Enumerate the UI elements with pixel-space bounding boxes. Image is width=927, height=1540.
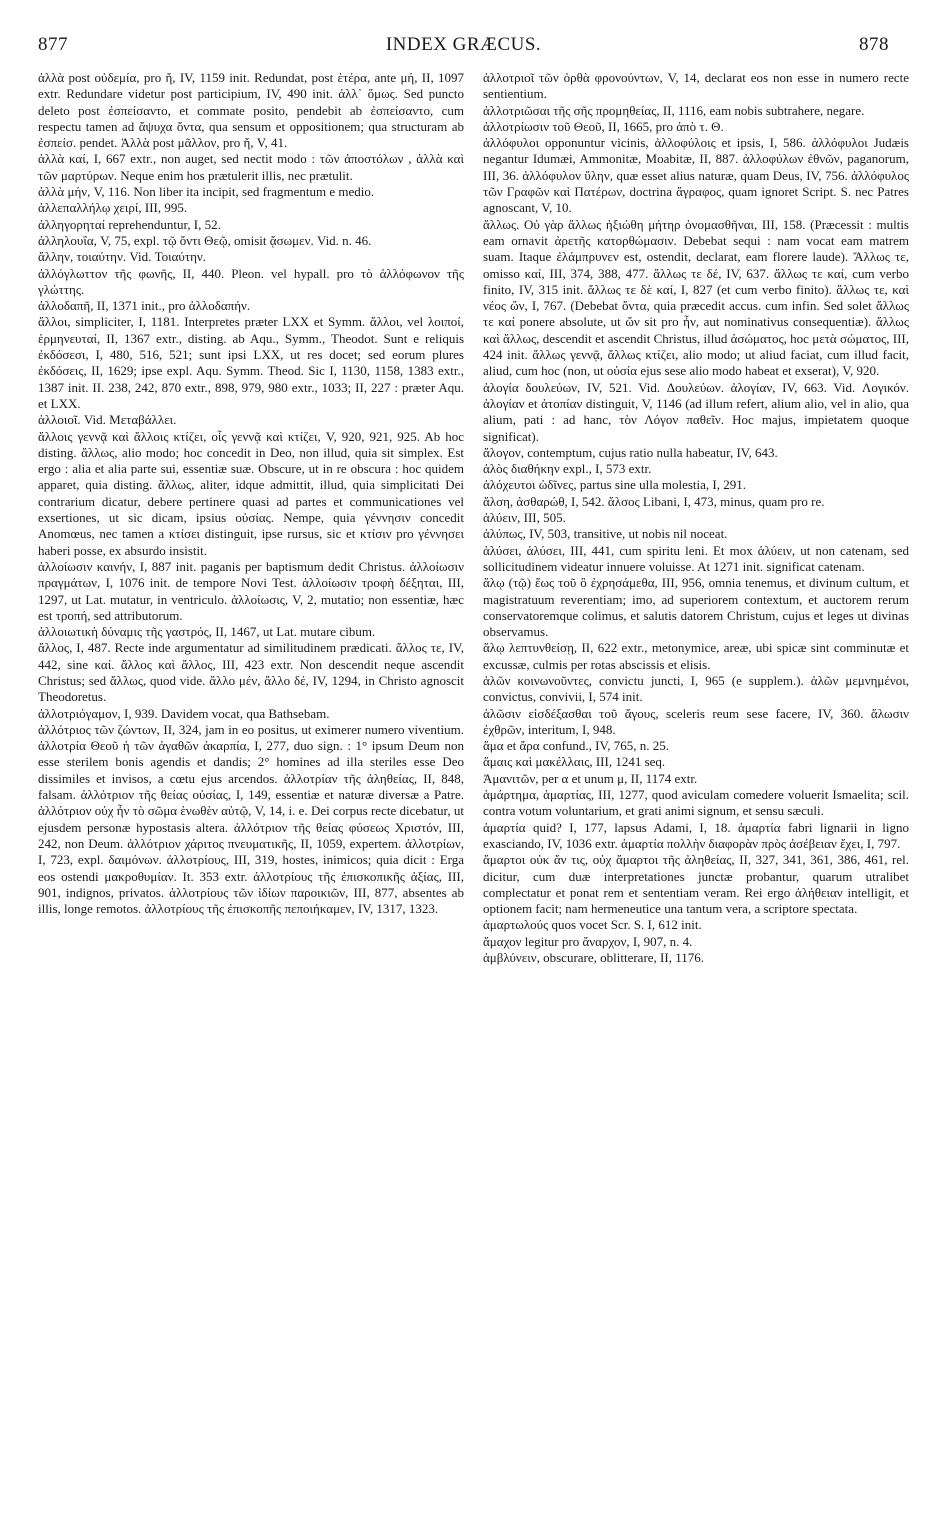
index-entry: ἁμαρτωλούς quos vocet Scr. S. I, 612 init. [483,917,702,933]
index-entry: ἀλλόφυλοι opponuntur vicinis, ἀλλοφύλοις et ipsis, I, 586. ἀλλόφυλοι Judæis negantur Idumæi, Ammonitæ, Moabitæ, II, 887. ἀλλοφύλων ἐθνῶν, paganorum, III, 36. ἀλλόφυλον ὕλην, quæ esset alius naturæ, quam Deus, IV, 756. ἀλλόφυλος τῶν Γραφῶν καὶ Πατέρων, doctrina ἄγραφος, quam ignoret Script. S. nec Patres agnoscant, V, 10. [483,135,909,216]
index-entry: ἄλση, ἀσθαρώθ, I, 542. ἄλσος Libani, I, 473, minus, quam pro re. [483,493,825,509]
index-entry: ἀλλοτριόγαμον, I, 939. Davidem vocat, qua Bathsebam. [38,705,330,721]
index-entry: ἀλλοτριῶσαι τῆς σῆς προμηθείας, II, 1116, eam nobis subtrahere, negare. [483,102,865,118]
index-entry: ἁλύσει, ἁλύσει, III, 441, cum spiritu leni. Et mox ἁλύειν, ut non catenam, sed sollicitudinem videatur innuere voluisse. At 1271 init. significat catenam. [483,542,909,574]
index-entry: ἄλλοι, simpliciter, I, 1181. Interpretes præter LXX et Symm. ἄλλοι, vel λοιποί, ἑρμηνευταί, II, 1367 extr., disting. ab Aqu., Symm., Theodot. Sunt e reliquis ἐκδόσεσι, I, 480, 516, 521; sunt ipsi LXX, ut res docet; sed eorum plures ἐκδόσεις, II, 1629; ipse expl. Aqu. Symm. Theod. Sic I, 1130, 1158, 1383 extr., 1387 init. II. 238, 242, 870 extr., 898, 979, 980 extr., 1033; II, 227 : præter Aqu. et LXX. [38,314,464,411]
index-entry: ἁμάρτημα, ἁμαρτίας, III, 1277, quod aviculam comedere voluerit Ismaelita; scil. contra votum voluntarium, et grati animi signum, et sensu sæculi. [483,787,909,819]
right-column [483,70,909,966]
index-entry: Ἀμανιτῶν, per α et unum μ, II, 1174 extr. [483,770,698,786]
index-entry: ἀλλοιωτικὴ δύναμις τῆς γαστρός, II, 1467, ut Lat. mutare cibum. [38,624,376,640]
index-entry: ἀλλεπαλλήλῳ χειρί, III, 995. [38,200,188,216]
page-number-right: 878 [859,34,889,55]
index-entry: ἅμα et ἄρα confund., IV, 765, n. 25. [483,738,669,754]
index-entry: ἄμαχον legitur pro ἄναρχον, I, 907, n. 4. [483,933,693,949]
index-entry: ἀλληλουΐα, V, 75, expl. τῷ ὄντι Θεῷ, omisit ᾄσωμεν. Vid. n. 46. [38,232,372,248]
index-entry: ἀλλοδαπῆ, II, 1371 init., pro ἀλλοδαπήν. [38,298,251,314]
index-entry: ἀλλότριος τῶν ζώντων, II, 324, jam in eo positus, ut eximerer numero viventium. ἀλλοτρία Θεοῦ ἡ τῶν ἀγαθῶν ἀκαρπία, I, 277, duo sign. : 1° ipsum Deum non esse sterilem bonis agendis et dandis; 2° homines ad illa steriles esse Deo dissimiles et invisos, a cœtu ejus arcendos. ἀλλοτρίαν τῆς ἀληθείας, II, 848, falsam. ἀλλότριον τῆς θείας οὐσίας, I, 149, essentiæ et naturæ diversæ a Patre. ἀλλότριον οὐχ ἦν τὸ σῶμα ἑνωθὲν αὐτῷ, V, 14, i. e. Dei corpus recte dicebatur, ut ejusdem personæ hypostasis altera. ἀλλότριον τῆς θείας φύσεως Χριστόν, III, 242, non Deum. ἀλλότριον χάριτος πνευματικῆς, II, 1059, expertem. ἀλλοτρίων, I, 723, expl. δαιμόνων. ἀλλοτρίους, III, 319, hostes, inimicos; quia dicit : Erga eos ostendi μακροθυμίαν. It. 353 extr. ἀλλοτρίους τῆς ἐπισκοπικῆς ἀξίας, III, 901, indignos, privatos. ἀλλοτρίους τῶν ἰδίων παροικιῶν, III, 877, absentes ab illis, longe remotos. ἀλλοτρίους τῆς ἐπισκοπῆς πεποιήκαμεν, IV, 1317, 1323. [38,721,464,917]
index-entry: ἁλῶν κοινωνοῦντες, convictu juncti, I, 965 (e supplem.). ἁλῶν μεμνημένοι, convictus, convivii, I, 574 init. [483,672,909,705]
index-entry: ἀλύπως, IV, 503, transitive, ut nobis nil noceat. [483,526,728,542]
index-entry: ἀλλοτρίωσιν τοῦ Θεοῦ, II, 1665, pro ἀπὸ τ. Θ. [483,118,724,134]
running-title: INDEX GRÆCUS. [385,34,542,55]
index-entry: ἀλύειν, III, 505. [483,510,566,526]
index-entry: ἀλλόγλωττον τῆς φωνῆς, II, 440. Pleon. vel hypall. pro τὸ ἀλλόφωνον τῆς γλώττης. [38,265,464,297]
index-entry: ἀλλὰ post οὐδεμία, pro ἤ, IV, 1159 init. Redundat, post ἑτέρα, ante μή, II, 1097 extr. Redundare videtur post participium, IV, 490 init. ἀλλ᾽ ὅμως. Sed puncto deleto post ἐσπείσαντο, et commate posito, pendebit ab ἐσπείσαντο, cum respectu tamen ad ἄψυχα ὄντα, qua sensum et oppositionem; qua structuram ab ἐσπείσ. pendet. Ἀλλὰ post μᾶλλον, pro ἤ, V, 41. [38,70,464,151]
index-entry: ἁλῶσιν εἰσδέξασθαι τοῦ ἄγους, sceleris reum sese facere, IV, 360. ἅλωσιν ἐχθρῶν, interitum, I, 948. [483,705,909,737]
index-entry: ἀλληγορηταί reprehenduntur, I, 52. [38,216,221,232]
index-entry: ἀλὸς διαθήκην expl., I, 573 extr. [483,461,652,477]
index-entry: ἀμβλύνειν, obscurare, oblitterare, II, 1176. [483,950,704,966]
index-entry: ἀλογία δουλεύων, IV, 521. Vid. Δουλεύων. ἀλογίαν, IV, 663. Vid. Λογικόν. ἀλογίαν et ἀτοπίαν distinguit, V, 1146 (ad illum refert, alium alio, vel in alio, qua alium, pati : ad hanc, τὸν Λόγον παθεῖν. Hoc majus, impietatem quoque significat). [483,379,909,444]
index-entry: ἁμαρτία quid? I, 177, lapsus Adami, I, 18. ἁμαρτία fabri lignarii in ligno exasciando, IV, 1036 extr. ἁμαρτία πολλὴν διαφορὰν πρὸς ἀσέβειαν ἔχει, I, 797. [483,819,909,851]
page-number-left: 877 [38,34,68,55]
index-entry: ἅμαις καὶ μακέλλαις, III, 1241 seq. [483,754,666,770]
index-entry: ἄλλως. Οὐ γὰρ ἄλλως ἠξιώθη μήτηρ ὀνομασθῆναι, III, 158. (Præcessit : multis eam ornavit ἀρετῆς κατορθώμασιν. Debebat sequi : nam vocat eam matrem suam. Itaque ἐλάμπρυνεν est, ostendit, declarat, eam florere laude). Ἄλλως τε, omisso καί, III, 374, 388, 477. ἄλλως τε δέ, IV, 637. ἄλλως τε καί, cum verbo finito, IV, 315 init. ἄλλως τε δὲ καί, I, 827 (et cum verbo finito). ἄλλως τε, καὶ νέος ὤν, I, 767. (Debebat ὄντα, quia præcedit accus. cum infin. Sed solet ἄλλως τε καί ponere absolute, ut ὤν sit pro ἦν, aut nominativus consequentiæ). ἄλλως καὶ ἄλλως, descendit et ascendit Christus, illud ἀσώματος, hoc μετὰ σώματος, III, 424 init. ἄλλως γεννᾷ, ἄλλως κτίζει, alio modo; ut aliud faciat, cum illud facit, aliud, cum hoc (non, ut οὐσία ejus sese alio modo habeat et exserat), V, 920. [483,216,909,379]
index-entry: ἀλόχευτοι ὠδῖνες, partus sine ulla molestia, I, 291. [483,477,746,493]
index-entry: ἅλῳ (τῷ) ἕως τοῦ ὃ ἐχρησάμεθα, III, 956, omnia tenemus, et divinum cultum, et magistratuum reverentiam; imo, ad superiorem contextum, et auctorem rerum conservatoremque colimus, et salutis datorem Christum, cujus et leges ut divinas observamus. [483,575,909,640]
index-entry: ἄλογον, contemptum, cujus ratio nulla habeatur, IV, 643. [483,444,778,460]
index-entry: ἀλλὰ καί, I, 667 extr., non auget, sed nectit modo : τῶν ἀποστόλων , ἀλλὰ καὶ τῶν μαρτύρων. Neque enim hos prætulerit illis, nec prætulit. [38,151,464,183]
index-entry: ἅλῳ λεπτυνθείσῃ, II, 622 extr., metonymice, areæ, ubi spicæ sint comminutæ et excussæ, culmis per rotas abscissis et elisis. [483,640,909,672]
index-entry: ἀλλοτριοῖ τῶν ὀρθὰ φρονούντων, V, 14, declarat eos non esse in numero recte sentientium. [483,70,909,102]
index-entry: ἀλλοιοῖ. Vid. Μεταβάλλει. [38,412,177,428]
index-entry: ἅμαρτοι οὐκ ἄν τις, οὐχ ἅμαρτοι τῆς ἀληθείας, II, 327, 341, 361, 386, 461, rel. dicitur, cum duæ interpretationes junctæ probantur, quarum utralibet complectatur et ponat rem et sententiam veram. Rei ergo ἀλήθειαν intelligit, et optionem facit; nam hermeneutice una tantum vera, a scriptore spectata. [483,852,909,917]
index-entry: ἀλλὰ μήν, V, 116. Non liber ita incipit, sed fragmentum e medio. [38,184,375,200]
index-entry: ἀλλοίωσιν καινήν, I, 887 init. paganis per baptismum dedit Christus. ἀλλοίωσιν πραγμάτων, I, 1076 init. de tempore Novi Test. ἀλλοίωσιν τροφὴ δέξηται, III, 1297, ut Lat. mutatur, in ventriculo. ἀλλοίωσις, V, 2, mutatio; non essentiæ, hæc est τροπή, sed attributorum. [38,558,464,623]
page-header [38,34,889,62]
index-entry: ἄλλην, τοιαύτην. Vid. Τοιαύτην. [38,249,207,265]
left-column [38,70,464,917]
index-entry: ἄλλος, I, 487. Recte inde argumentatur ad similitudinem prædicati. ἄλλος τε, IV, 442, sine καί. ἄλλος καὶ ἄλλος, III, 423 extr. Non descendit neque ascendit Christus; sed ἄλλως, quod vide. ἄλλο μέν, ἄλλο δέ, IV, 1294, in Christo agnoscit Theodoretus. [38,640,464,705]
index-entry: ἄλλοις γεννᾷ καὶ ἄλλοις κτίζει, οἷς γεννᾷ καὶ κτίζει, V, 920, 921, 925. Ab hoc disting. ἄλλως, alio modo; hoc concedit in Deo, non illud, quia sit simplex. Est ergo : alia et alia parte sui, essentiæ suæ. Obscure, ut in re obscura : hoc quidem apparet, quia disting. ἄλλως, aliter, idque admittit, illud, quia simplicitati Dei contrarium dicatur, debere pertinere quasi ad partes et communicationes vel exsertiones, ut sic dicam, ipsius οὐσίας. Nempe, quia γέννησιν concedit Anomœus, nec tamen a κτίσει distinguit, ipse rursus, sic et κτίσιν pro γέννησει haberi posse, ex absurdo insistit. [38,428,464,558]
